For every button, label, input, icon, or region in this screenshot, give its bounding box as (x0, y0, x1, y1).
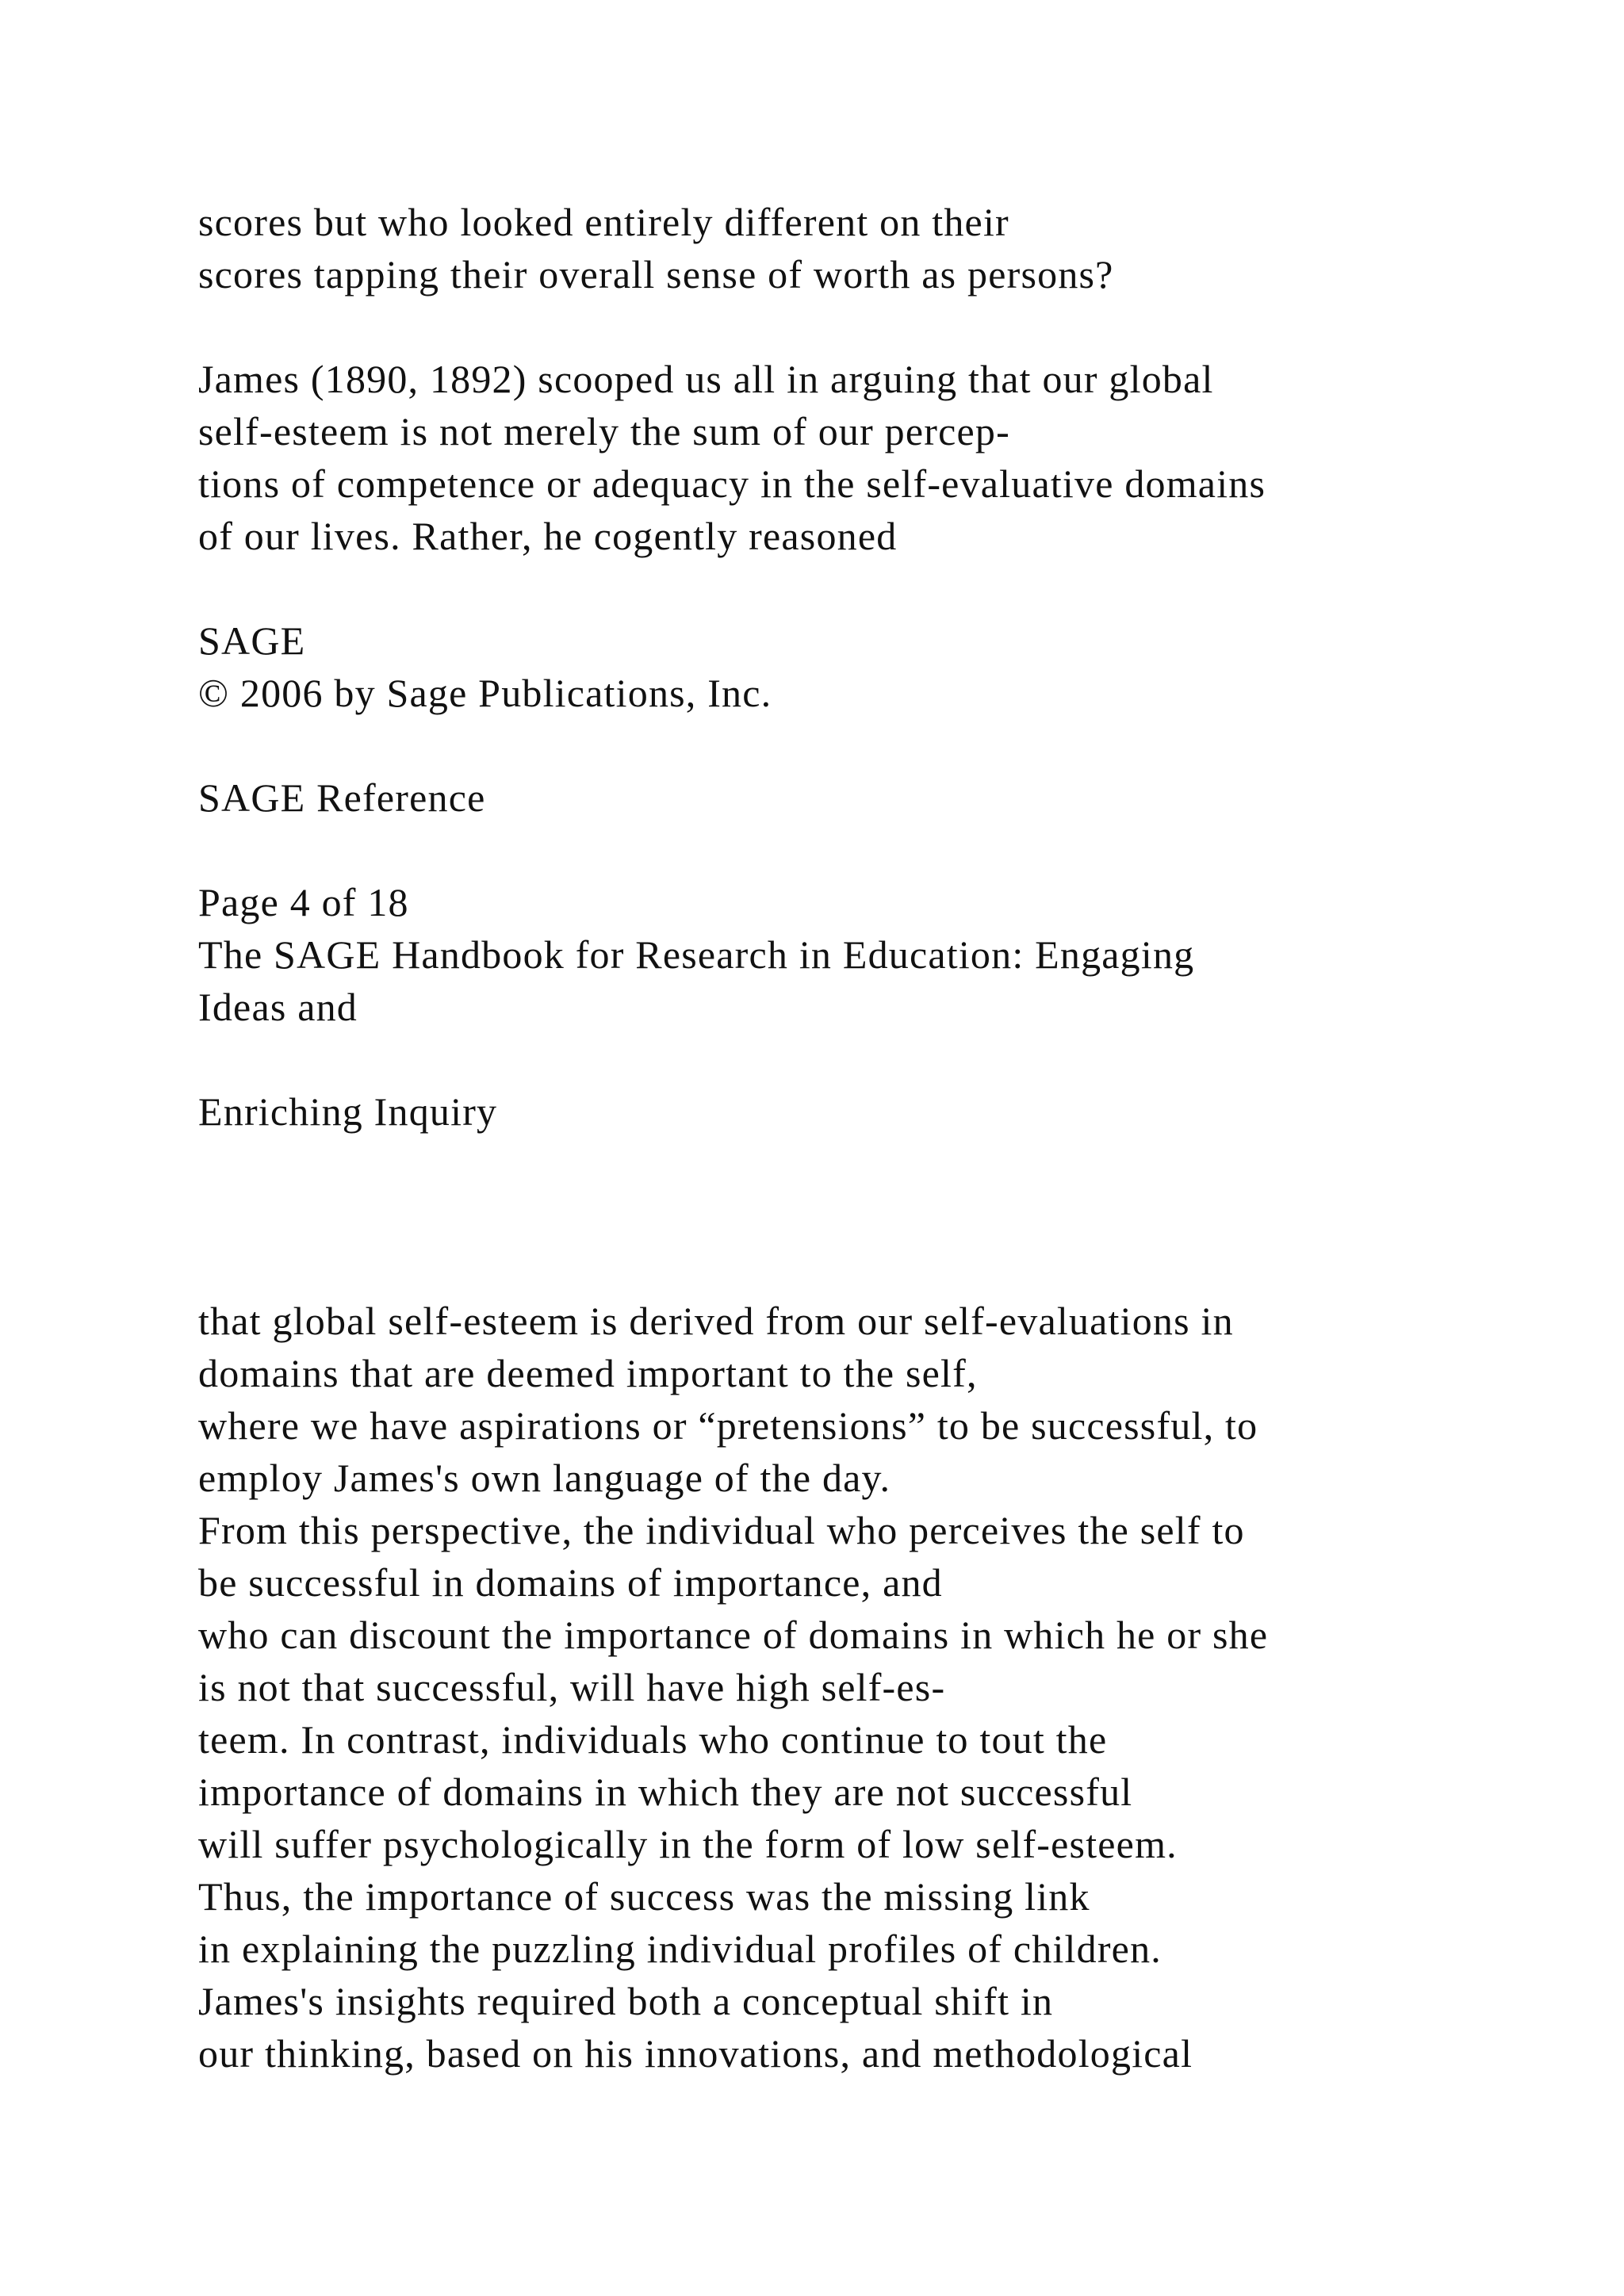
text-line: that global self-esteem is derived from our self-evaluations in (198, 1299, 1234, 1343)
text-line: teem. In contrast, individuals who continue to tout the (198, 1717, 1108, 1762)
text-line: From this perspective, the individual who perceives the self to (198, 1508, 1245, 1552)
text-line: James's insights required both a conceptual shift in (198, 1979, 1054, 2023)
text-line: Thus, the importance of success was the missing link (198, 1874, 1090, 1919)
text-line: where we have aspirations or “pretensions” to be successful, to (198, 1403, 1258, 1448)
page-number: Page 4 of 18 (198, 880, 409, 924)
text-line: is not that successful, will have high self-es- (198, 1665, 946, 1709)
text-line: employ James's own language of the day. (198, 1456, 891, 1500)
text-line: in explaining the puzzling individual profiles of children. (198, 1927, 1162, 1971)
text-line: tions of competence or adequacy in the self-evaluative domains (198, 461, 1266, 506)
text-line: James (1890, 1892) scooped us all in arguing that our global (198, 357, 1214, 401)
text-line: will suffer psychologically in the form of low self-esteem. (198, 1822, 1178, 1866)
book-title: Enriching Inquiry (198, 1089, 498, 1134)
text-line: who can discount the importance of domains in which he or she (198, 1613, 1269, 1657)
text-line: be successful in domains of importance, and (198, 1560, 943, 1605)
text-line: self-esteem is not merely the sum of our percep- (198, 409, 1010, 453)
book-title: Ideas and (198, 985, 358, 1029)
text-line: scores tapping their overall sense of worth as persons? (198, 252, 1114, 297)
publisher-name: SAGE (198, 618, 306, 663)
copyright-notice: © 2006 by Sage Publications, Inc. (198, 671, 772, 715)
text-line: our thinking, based on his innovations, and methodological (198, 2031, 1193, 2076)
collection-name: SAGE Reference (198, 775, 486, 820)
text-line: of our lives. Rather, he cogently reasoned (198, 514, 898, 558)
text-line: importance of domains in which they are not successful (198, 1770, 1133, 1814)
book-title: The SAGE Handbook for Research in Education: Engaging (198, 932, 1195, 977)
text-line: domains that are deemed important to the self, (198, 1351, 978, 1395)
text-line: scores but who looked entirely different on their (198, 200, 1009, 244)
